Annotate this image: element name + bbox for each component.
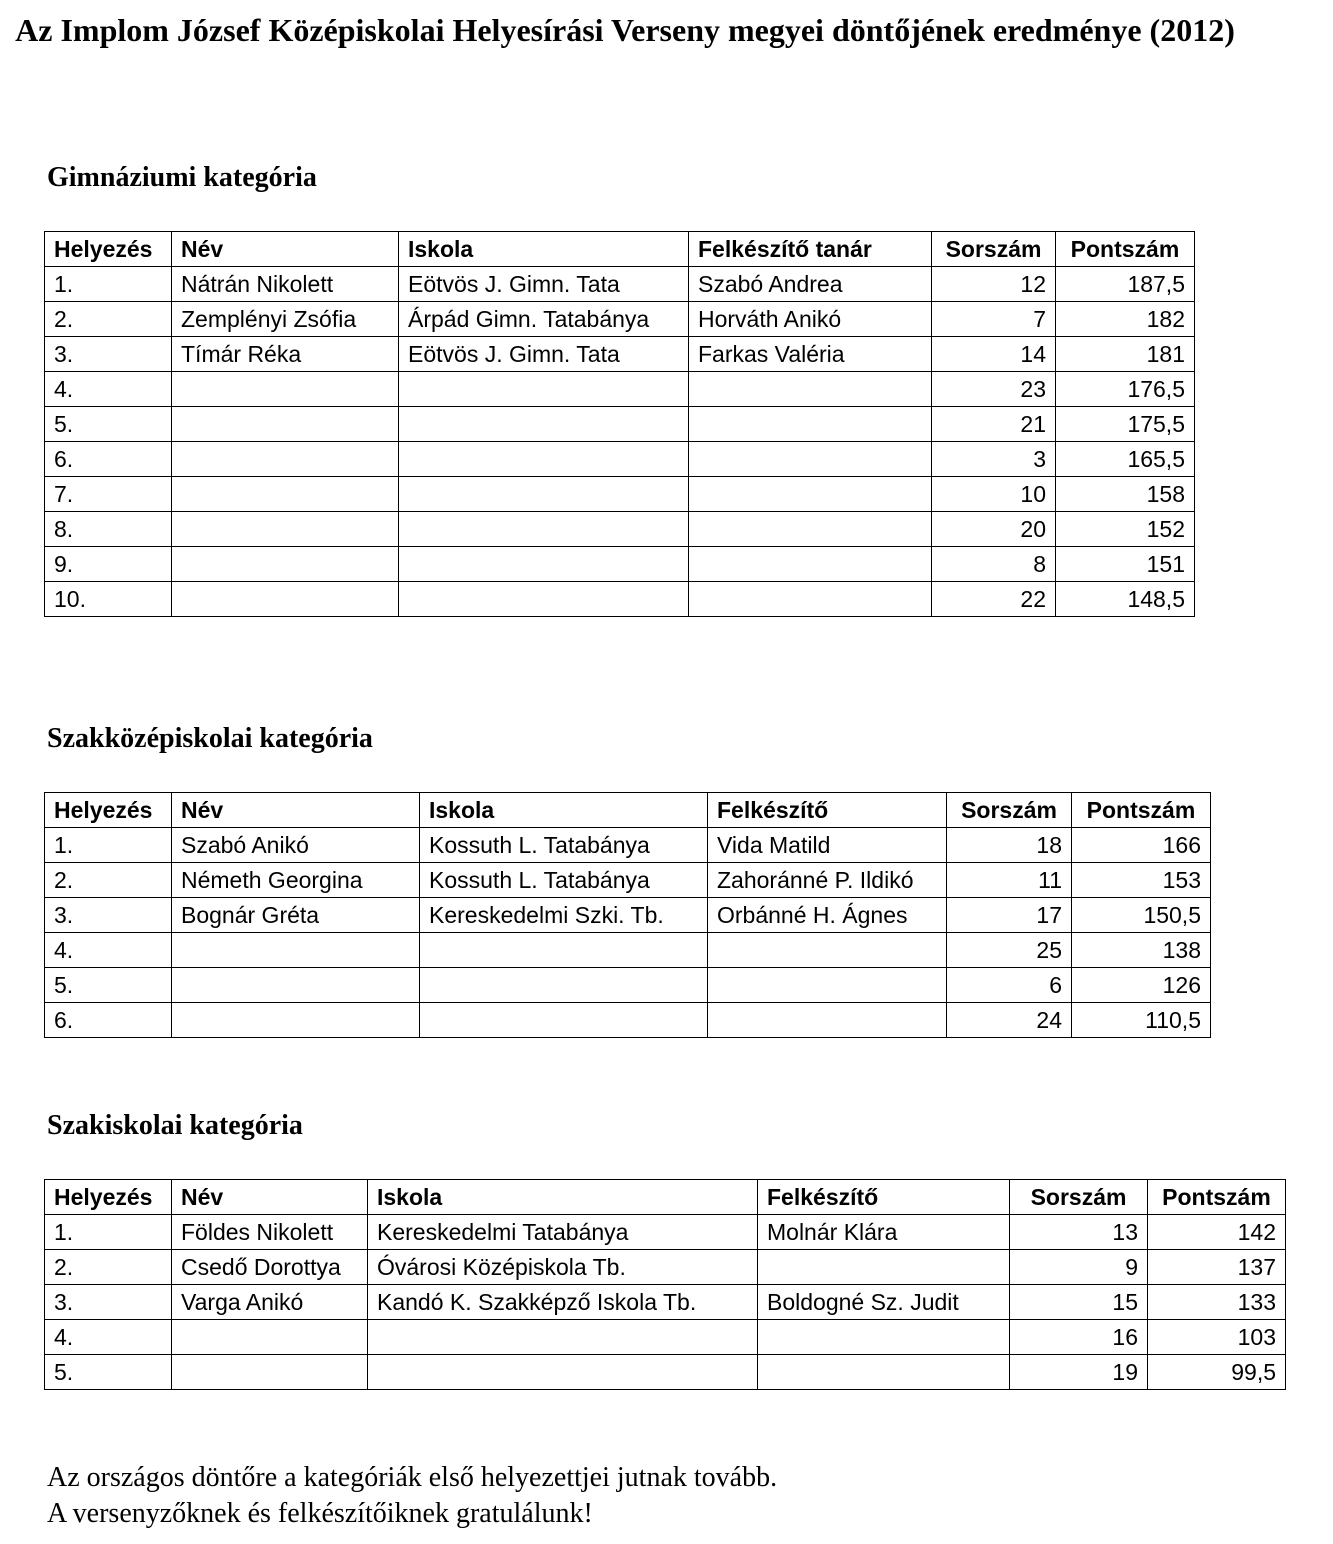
table-cell	[420, 933, 708, 968]
table-cell	[172, 933, 420, 968]
table-cell: Szabó Anikó	[172, 828, 420, 863]
table-cell: 153	[1072, 863, 1211, 898]
column-header: Név	[172, 232, 399, 267]
table-row	[45, 267, 1195, 302]
table-row	[45, 477, 1195, 512]
column-header: Iskola	[399, 232, 689, 267]
table-cell	[758, 1320, 1010, 1355]
table-cell: 3.	[45, 1285, 172, 1320]
table-cell: 4.	[45, 933, 172, 968]
table-cell: 19	[1010, 1355, 1148, 1390]
table-cell: 6.	[45, 442, 172, 477]
column-header: Név	[172, 793, 420, 828]
table-row	[45, 863, 1211, 898]
closing-line: A versenyzőknek és felkészítőiknek gratulálunk!	[47, 1498, 593, 1529]
column-header: Sorszám	[932, 232, 1056, 267]
column-header: Felkészítő	[758, 1180, 1010, 1215]
table-cell: Zemplényi Zsófia	[172, 302, 399, 337]
table-row	[45, 1003, 1211, 1038]
table-cell: 16	[1010, 1320, 1148, 1355]
column-header: Felkészítő	[708, 793, 947, 828]
table-row	[45, 1250, 1286, 1285]
table-cell: 151	[1056, 547, 1195, 582]
table-cell	[399, 512, 689, 547]
results-table-szakkozepiskolai	[44, 792, 1211, 1038]
table-cell	[399, 477, 689, 512]
table-cell: Eötvös J. Gimn. Tata	[399, 337, 689, 372]
table-cell: Kereskedelmi Tatabánya	[368, 1215, 758, 1250]
column-header: Helyezés	[45, 793, 172, 828]
table-row	[45, 547, 1195, 582]
table-cell: 110,5	[1072, 1003, 1211, 1038]
table-cell	[689, 547, 932, 582]
table-cell: 9	[1010, 1250, 1148, 1285]
closing-text	[47, 1460, 777, 1532]
table-cell: 17	[947, 898, 1072, 933]
page-title: Az Implom József Középiskolai Helyesírási Verseny megyei döntőjének eredménye (2012)	[15, 12, 1235, 48]
table-cell: 3.	[45, 898, 172, 933]
table-cell	[172, 1320, 368, 1355]
table-cell: 11	[947, 863, 1072, 898]
table-cell: Kandó K. Szakképző Iskola Tb.	[368, 1285, 758, 1320]
table-cell: 23	[932, 372, 1056, 407]
table-cell: 181	[1056, 337, 1195, 372]
table-cell	[689, 442, 932, 477]
table-cell	[399, 547, 689, 582]
table-cell: 148,5	[1056, 582, 1195, 617]
table-cell	[399, 407, 689, 442]
table-cell: 152	[1056, 512, 1195, 547]
table-cell: 10	[932, 477, 1056, 512]
table-cell: Kereskedelmi Szki. Tb.	[420, 898, 708, 933]
results-table-szakiskolai	[44, 1179, 1286, 1390]
table-row	[45, 1215, 1286, 1250]
table-cell: 6	[947, 968, 1072, 1003]
table-row	[45, 407, 1195, 442]
table-header-row	[45, 1180, 1286, 1215]
table-cell	[689, 512, 932, 547]
table-row	[45, 372, 1195, 407]
table-cell: 14	[932, 337, 1056, 372]
column-header: Helyezés	[45, 232, 172, 267]
table-row	[45, 512, 1195, 547]
table-cell: Árpád Gimn. Tatabánya	[399, 302, 689, 337]
table-row	[45, 1355, 1286, 1390]
table-cell: 1.	[45, 828, 172, 863]
table-cell: 5.	[45, 968, 172, 1003]
table-cell: 24	[947, 1003, 1072, 1038]
table-cell	[368, 1320, 758, 1355]
table-cell: 158	[1056, 477, 1195, 512]
column-header: Helyezés	[45, 1180, 172, 1215]
table-cell: 4.	[45, 1320, 172, 1355]
table-cell: 1.	[45, 1215, 172, 1250]
table-cell: 99,5	[1148, 1355, 1286, 1390]
table-cell: 9.	[45, 547, 172, 582]
table-row	[45, 337, 1195, 372]
column-header: Pontszám	[1056, 232, 1195, 267]
table-cell: 21	[932, 407, 1056, 442]
table-cell: Eötvös J. Gimn. Tata	[399, 267, 689, 302]
table-cell: 7	[932, 302, 1056, 337]
table-cell: 182	[1056, 302, 1195, 337]
table-cell	[420, 968, 708, 1003]
table-cell	[708, 968, 947, 1003]
column-header: Iskola	[368, 1180, 758, 1215]
table-cell	[399, 372, 689, 407]
table-cell	[172, 512, 399, 547]
section-heading-szakkozepiskolai: Szakközépiskolai kategória	[47, 723, 373, 754]
table-cell	[172, 407, 399, 442]
table-cell: Orbánné H. Ágnes	[708, 898, 947, 933]
table-row	[45, 442, 1195, 477]
table-cell	[172, 442, 399, 477]
table-header-row	[45, 232, 1195, 267]
table-cell	[758, 1355, 1010, 1390]
table-row	[45, 828, 1211, 863]
column-header: Pontszám	[1148, 1180, 1286, 1215]
table-cell: Farkas Valéria	[689, 337, 932, 372]
table-row	[45, 898, 1211, 933]
table-cell	[399, 442, 689, 477]
table-cell	[399, 582, 689, 617]
table-cell: 142	[1148, 1215, 1286, 1250]
table-cell: Szabó Andrea	[689, 267, 932, 302]
table-cell	[172, 477, 399, 512]
table-cell: Kossuth L. Tatabánya	[420, 863, 708, 898]
table-cell	[172, 547, 399, 582]
table-cell	[172, 582, 399, 617]
column-header: Név	[172, 1180, 368, 1215]
table-cell: 137	[1148, 1250, 1286, 1285]
table-cell	[689, 372, 932, 407]
table-cell: 12	[932, 267, 1056, 302]
table-cell: Csedő Dorottya	[172, 1250, 368, 1285]
table-cell	[172, 968, 420, 1003]
table-cell: 150,5	[1072, 898, 1211, 933]
column-header: Felkészítő tanár	[689, 232, 932, 267]
table-header-row	[45, 793, 1211, 828]
table-cell: 22	[932, 582, 1056, 617]
table-cell: 4.	[45, 372, 172, 407]
table-cell: 1.	[45, 267, 172, 302]
table-cell: 8	[932, 547, 1056, 582]
table-cell: 5.	[45, 407, 172, 442]
table-cell	[420, 1003, 708, 1038]
table-cell	[689, 582, 932, 617]
closing-line: Az országos döntőre a kategóriák első helyezettjei jutnak tovább.	[47, 1462, 778, 1493]
table-cell: 3.	[45, 337, 172, 372]
table-cell: 103	[1148, 1320, 1286, 1355]
table-cell: Tímár Réka	[172, 337, 399, 372]
table-row	[45, 302, 1195, 337]
table-cell	[172, 372, 399, 407]
table-cell: Bognár Gréta	[172, 898, 420, 933]
table-row	[45, 968, 1211, 1003]
table-cell	[708, 1003, 947, 1038]
table-cell	[708, 933, 947, 968]
table-cell	[172, 1355, 368, 1390]
table-row	[45, 933, 1211, 968]
table-row	[45, 582, 1195, 617]
table-cell: 15	[1010, 1285, 1148, 1320]
table-cell: Boldogné Sz. Judit	[758, 1285, 1010, 1320]
table-cell: 10.	[45, 582, 172, 617]
column-header: Sorszám	[1010, 1180, 1148, 1215]
table-cell: Varga Anikó	[172, 1285, 368, 1320]
column-header: Sorszám	[947, 793, 1072, 828]
table-cell: Nátrán Nikolett	[172, 267, 399, 302]
table-cell: 175,5	[1056, 407, 1195, 442]
table-cell: 7.	[45, 477, 172, 512]
table-cell: Óvárosi Középiskola Tb.	[368, 1250, 758, 1285]
table-cell: 13	[1010, 1215, 1148, 1250]
results-table-gimnaziumi	[44, 231, 1195, 617]
table-cell	[368, 1355, 758, 1390]
table-cell: 3	[932, 442, 1056, 477]
table-cell	[758, 1250, 1010, 1285]
column-header: Iskola	[420, 793, 708, 828]
section-heading-szakiskolai: Szakiskolai kategória	[47, 1110, 303, 1141]
table-cell	[689, 407, 932, 442]
column-header: Pontszám	[1072, 793, 1211, 828]
table-cell: 2.	[45, 302, 172, 337]
table-row	[45, 1320, 1286, 1355]
table-cell: 166	[1072, 828, 1211, 863]
table-cell: Zahoránné P. Ildikó	[708, 863, 947, 898]
table-cell: Kossuth L. Tatabánya	[420, 828, 708, 863]
section-heading-gimnaziumi: Gimnáziumi kategória	[47, 162, 317, 193]
table-cell: 2.	[45, 1250, 172, 1285]
table-row	[45, 1285, 1286, 1320]
table-cell	[172, 1003, 420, 1038]
table-cell: 176,5	[1056, 372, 1195, 407]
table-cell: 18	[947, 828, 1072, 863]
table-cell: 20	[932, 512, 1056, 547]
table-cell: 133	[1148, 1285, 1286, 1320]
table-cell: Molnár Klára	[758, 1215, 1010, 1250]
table-cell: 5.	[45, 1355, 172, 1390]
table-cell: 187,5	[1056, 267, 1195, 302]
table-cell: 138	[1072, 933, 1211, 968]
table-cell: 2.	[45, 863, 172, 898]
table-cell: 8.	[45, 512, 172, 547]
table-cell: 25	[947, 933, 1072, 968]
table-cell: 126	[1072, 968, 1211, 1003]
table-cell: 165,5	[1056, 442, 1195, 477]
table-cell: Horváth Anikó	[689, 302, 932, 337]
table-cell: 6.	[45, 1003, 172, 1038]
table-cell	[689, 477, 932, 512]
table-cell: Vida Matild	[708, 828, 947, 863]
table-cell: Földes Nikolett	[172, 1215, 368, 1250]
table-cell: Németh Georgina	[172, 863, 420, 898]
